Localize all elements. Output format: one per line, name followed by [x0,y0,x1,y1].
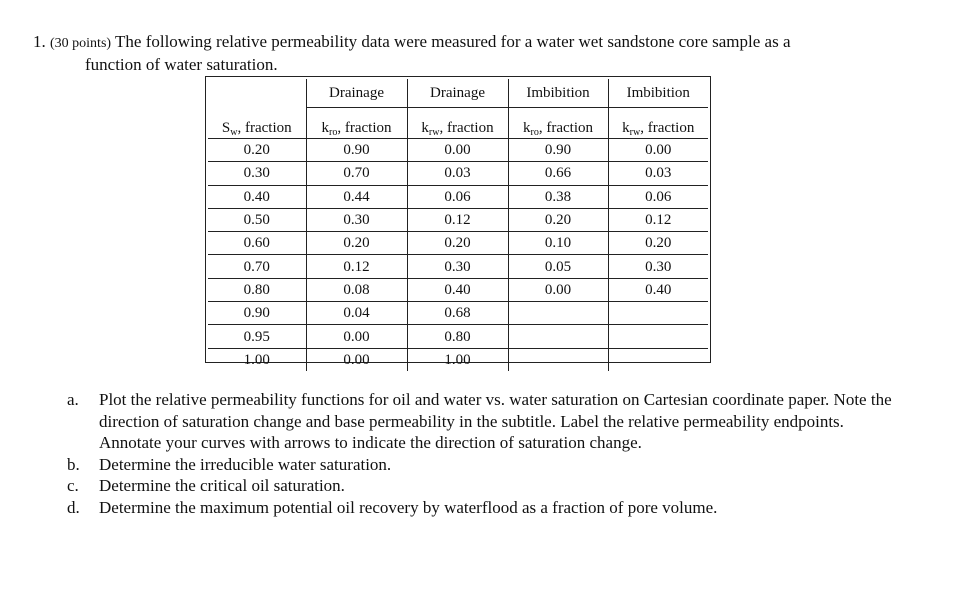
table-cell: 0.06 [407,185,508,208]
group-header-imbibition: Imbibition [508,79,608,108]
table-cell: 0.12 [608,208,708,231]
table-cell: 0.20 [243,142,270,159]
table-cell: 1.00 [407,348,508,371]
table-cell: 0.12 [407,208,508,231]
question-number: 1. [33,32,46,51]
column-header-krw-drainage: $k_{rw}$, fraction [407,108,508,139]
task-letter: b. [67,454,80,474]
table-cell: 0.80 [208,278,306,301]
table-cell: 0.30 [608,255,708,278]
table-row [208,139,708,162]
table-cell: 0.95 [208,325,306,348]
table-cell: 0.70 [208,255,306,278]
column-header-row [208,108,708,139]
table-cell: 0.20 [407,232,508,255]
task-letter: d. [67,497,80,517]
table-cell [508,325,608,348]
table-cell: 0.00 [508,278,608,301]
table-cell [508,348,608,371]
table-cell: 0.20 [608,232,708,255]
table-cell: 0.08 [306,278,407,301]
group-header-drainage: Drainage [407,79,508,108]
table-cell: 0.03 [407,162,508,185]
table-row [208,348,708,371]
table-cell: 0.50 [208,208,306,231]
permeability-table [205,76,711,368]
task-text: Determine the critical oil saturation. [99,476,345,495]
table-row [208,278,708,301]
table-cell: 0.38 [508,185,608,208]
table-cell: 0.30 [208,162,306,185]
table-cell: 0.30 [306,208,407,231]
table-cell: 0.10 [508,232,608,255]
table-cell: 0.12 [306,255,407,278]
task-text: Determine the irreducible water saturation. [99,454,392,474]
group-header-row [208,79,708,108]
question-points: (30 points) [50,36,112,51]
task-letter: c. [67,476,79,495]
table-cell: 0.00 [608,139,708,162]
table-cell: 0.03 [608,162,708,185]
task-text: Plot the relative permeability functions for oil and water vs. water saturation on Cartesian coordinate paper. Note the direction of saturation change and base permeability in the subtitle. Label the relative permeability endpoints. Annotate your curves with arrows to indicate the direction of saturation change. [99,390,892,452]
table-row [208,232,708,255]
task-letter: a. [67,390,79,409]
task-text: Determine the maximum potential oil recovery by waterflood as a fraction of pore volume. [99,497,718,517]
table-row [208,325,708,348]
table-cell: 0.00 [306,325,407,348]
table-row [208,162,708,185]
table-cell [608,325,708,348]
table-row [208,255,708,278]
table-cell: 0.70 [306,162,407,185]
table-cell: 0.66 [508,162,608,185]
group-header-drainage: Drainage [306,79,407,108]
table-cell: 1.00 [208,348,306,371]
table-cell [508,302,608,325]
table-cell: 0.00 [306,348,407,371]
table-cell: 0.90 [306,139,407,162]
task-item [67,475,897,497]
table-cell: 0.90 [208,302,306,325]
table-row [208,208,708,231]
table-cell: 0.30 [407,255,508,278]
table-cell [608,302,708,325]
table-cell: 0.04 [306,302,407,325]
intro-line-1: The following relative permeability data were measured for a water wet sandstone core sample as a [115,32,791,51]
question-intro [33,31,933,75]
group-header-imbibition: Imbibition [608,79,708,108]
task-item [67,497,897,519]
table-cell: 0.40 [407,278,508,301]
table-row [208,302,708,325]
table-cell: 0.20 [306,232,407,255]
table-cell [608,348,708,371]
table-cell: 0.05 [508,255,608,278]
group-header-blank [208,79,306,108]
table-cell: 0.40 [608,278,708,301]
table-cell: 0.20 [508,208,608,231]
task-list [67,389,897,518]
table-cell: 0.80 [407,325,508,348]
column-header-krw-imbibition: $k_{rw}$, fraction [608,108,708,139]
table-cell: 0.60 [208,232,306,255]
table-cell: 0.68 [407,302,508,325]
column-header-kro-imbibition: $k_{ro}$, fraction [508,108,608,139]
task-item [67,389,897,454]
table-cell: 0.40 [208,185,306,208]
column-header-sw: $S_w$, fraction [208,108,306,139]
table-cell: 0.90 [508,139,608,162]
table-cell: 0.00 [407,139,508,162]
task-item [67,454,897,476]
table-row [208,185,708,208]
column-header-kro-drainage: $k_{ro}$, fraction [306,108,407,139]
intro-line-2: function of water saturation. [85,55,278,74]
table-cell: 0.44 [306,185,407,208]
table-cell: 0.06 [608,185,708,208]
